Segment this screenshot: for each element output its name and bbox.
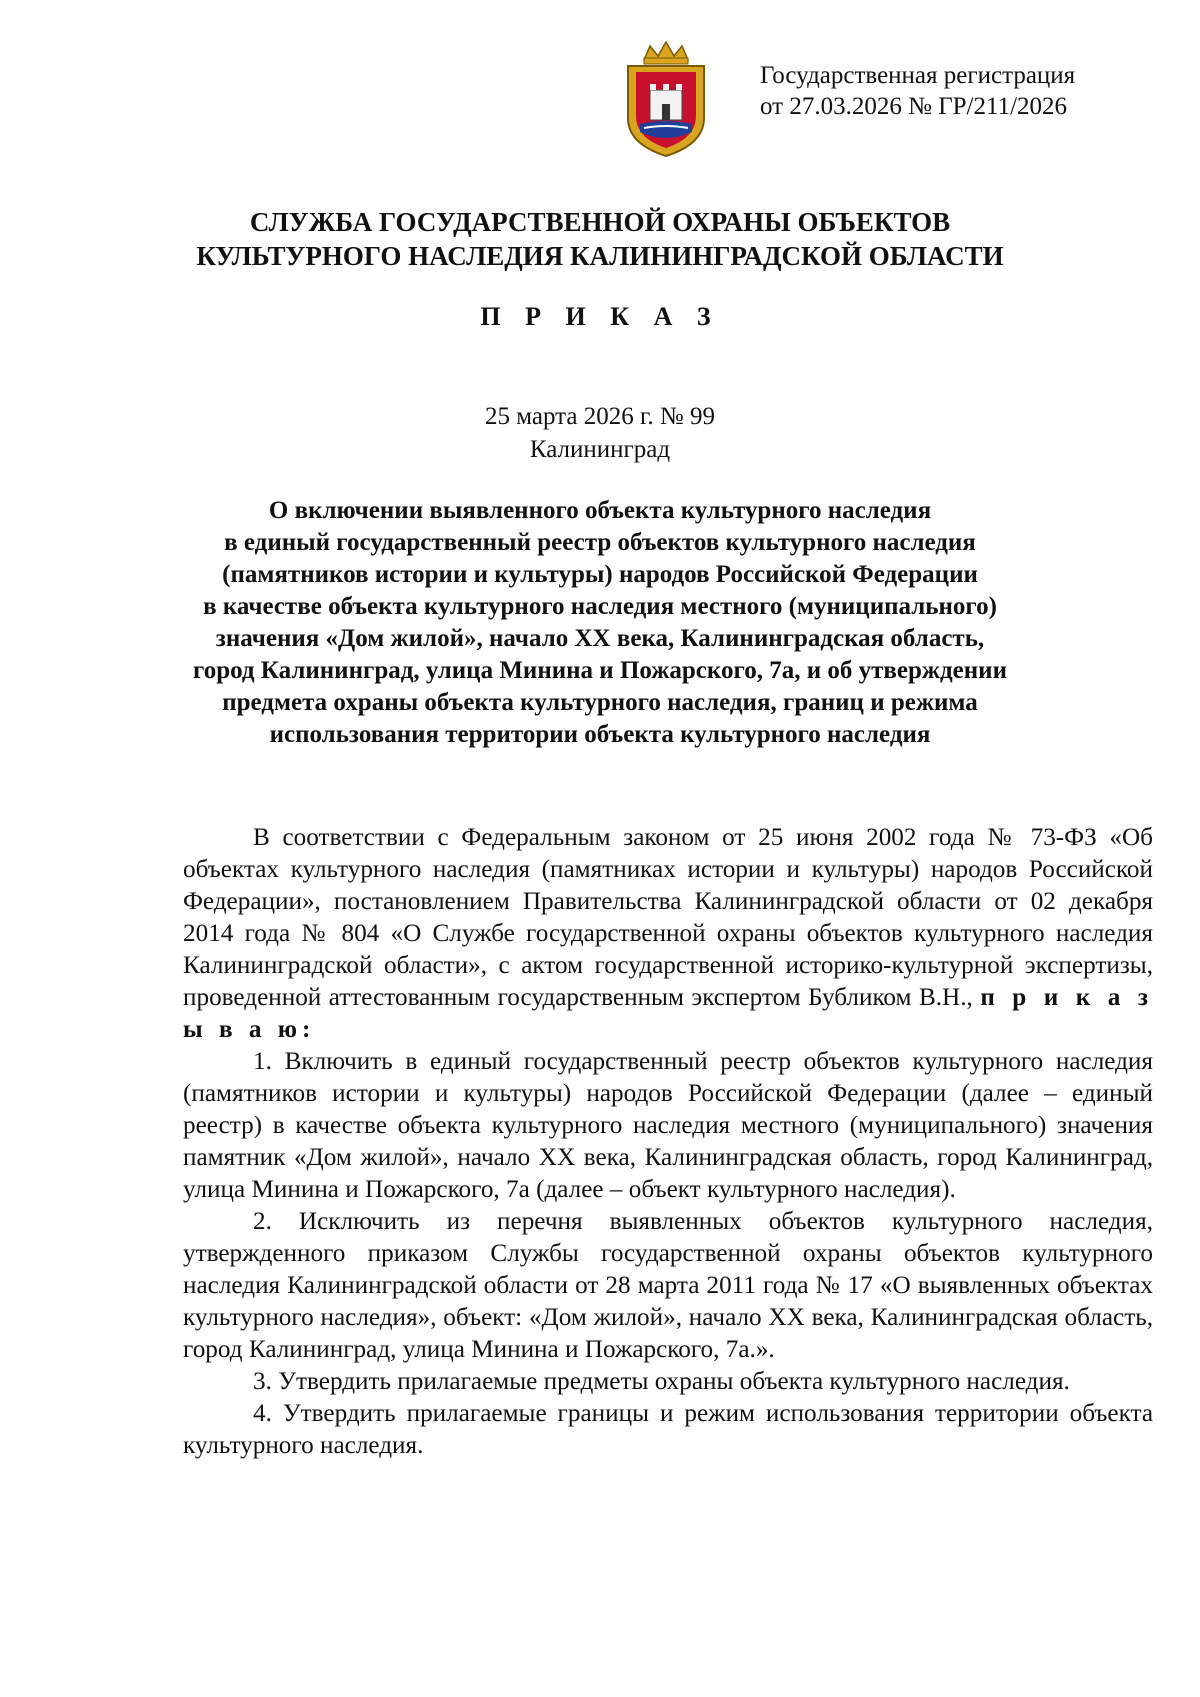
preamble-paragraph	[183, 822, 1153, 1046]
subject-line: в качестве объекта культурного наследия местного (муниципального)	[203, 593, 997, 620]
order-item-1: 1. Включить в единый государственный реестр объектов культурного наследия (памятников истории и культуры) народов Российской Федерации (далее – единый реестр) в качестве объекта культурного наследия местного (муниципального) значения памятник «Дом жилой», начало XX века, Калининградская область, город Калининград, улица Минина и Пожарского, 7а (далее – объект культурного наследия).	[183, 1048, 1153, 1203]
agency-name-line-1: СЛУЖБА ГОСУДАРСТВЕННОЙ ОХРАНЫ ОБЪЕКТОВ	[249, 207, 951, 237]
order-body	[183, 822, 1153, 1462]
agency-name-line-2: КУЛЬТУРНОГО НАСЛЕДИЯ КАЛИНИНГРАДСКОЙ ОБЛАСТИ	[196, 241, 1004, 271]
order-word: п р и к а з ы в а ю:	[183, 984, 1153, 1043]
subject-line: использования территории объекта культурного наследия	[269, 721, 931, 748]
subject-line: город Калининград, улица Минина и Пожарского, 7а, и об утверждении	[193, 657, 1007, 684]
order-item-3: 3. Утвердить прилагаемые предметы охраны объекта культурного наследия.	[253, 1368, 1070, 1395]
document-date-number: 25 марта 2026 г. № 99	[484, 403, 716, 430]
subject-line: в единый государственный реестр объектов культурного наследия	[224, 529, 976, 556]
coat-of-arms-icon	[620, 40, 712, 160]
preamble-text: В соответствии с Федеральным законом от 25 июня 2002 года № 73-ФЗ «Об объектах культурного наследия (памятниках истории и культуры) народов Российской Федерации», постановлением Правительства Калининградской области от 02 декабря 2014 года № 804 «О Службе государственной охраны объектов культурного наследия Калининградской области», с актом государственной историко-культурной экспертизы, проведенной аттестованным государственным экспертом Бубликом В.Н.,	[183, 824, 1153, 1011]
subject-line: значения «Дом жилой», начало XX века, Калининградская область,	[215, 625, 985, 652]
subject-line: О включении выявленного объекта культурного наследия	[268, 497, 932, 524]
document-city: Калининград	[529, 436, 671, 463]
order-item-4: 4. Утвердить прилагаемые границы и режим использования территории объекта культурного наследия.	[183, 1400, 1153, 1459]
agency-name	[160, 205, 1040, 273]
order-item-2: 2. Исключить из перечня выявленных объектов культурного наследия, утвержденного приказом Службы государственной охраны объектов культурного наследия Калининградской области от 28 марта 2011 года № 17 «О выявленных объектах культурного наследия», объект: «Дом жилой», начало XX века, Калининградская область, город Калининград, улица Минина и Пожарского, 7а.».	[183, 1208, 1153, 1363]
registration-label: Государственная регистрация	[760, 62, 1076, 89]
document-type-heading: П Р И К А З	[480, 302, 720, 331]
registration-number: от 27.03.2026 № ГР/211/2026	[760, 93, 1068, 120]
subject-line: предмета охраны объекта культурного наследия, границ и режима	[222, 689, 978, 716]
registration-stamp	[760, 60, 1180, 122]
order-subject	[190, 495, 1010, 751]
subject-line: (памятников истории и культуры) народов Российской Федерации	[222, 561, 978, 588]
document-date-block	[160, 400, 1040, 466]
